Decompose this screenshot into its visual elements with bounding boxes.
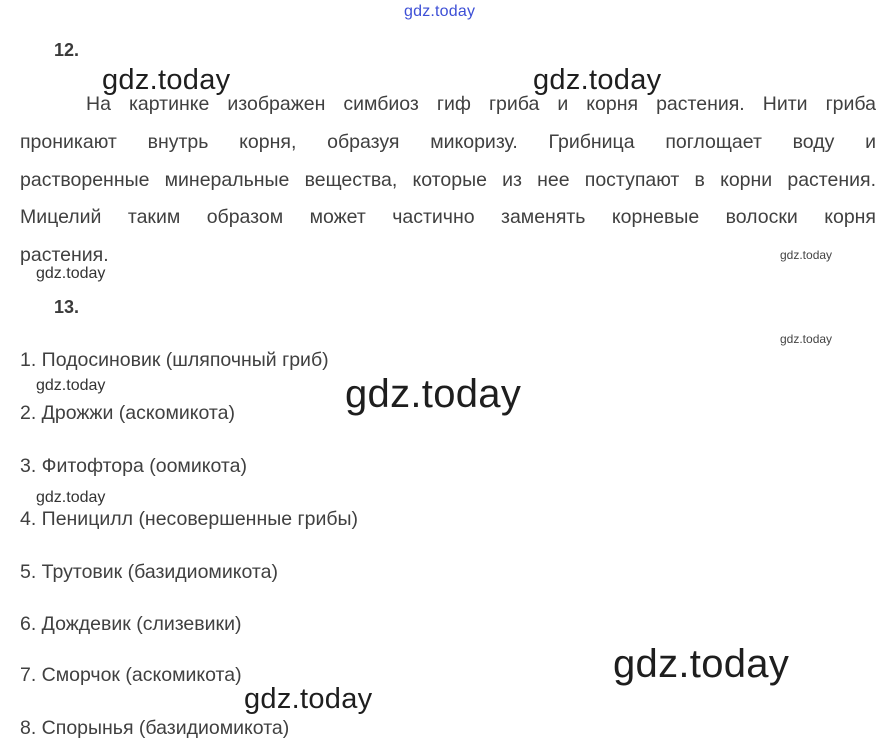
task-12-paragraph-line: Мицелий таким образом может частично заменять корневые волоски корня: [20, 206, 876, 228]
watermark-text: gdz.today: [780, 332, 833, 346]
watermark-text: gdz.today: [613, 642, 790, 686]
watermark-text: gdz.today: [244, 683, 373, 715]
list-item: 8. Спорынья (базидиомикота): [20, 717, 290, 739]
watermark-text: gdz.today: [780, 248, 833, 262]
header-watermark: gdz.today: [404, 3, 476, 20]
task-12-paragraph-line: проникают внутрь корня, образуя микоризу. Грибница поглощает воду и: [20, 131, 876, 153]
task-12-paragraph-line: растения.: [20, 244, 109, 266]
list-item: 5. Трутовик (базидиомикота): [20, 561, 278, 583]
watermark-text: gdz.today: [102, 64, 231, 96]
watermark-text: gdz.today: [36, 377, 106, 394]
task-13-number: 13.: [54, 297, 80, 317]
list-item: 7. Сморчок (аскомикота): [20, 664, 242, 686]
watermark-text: gdz.today: [36, 265, 106, 282]
task-12-paragraph-line: растворенные минеральные вещества, которые из нее поступают в корни растения.: [20, 169, 876, 191]
task-12-number: 12.: [54, 40, 80, 60]
list-item: 1. Подосиновик (шляпочный гриб): [20, 349, 329, 371]
list-item: 6. Дождевик (слизевики): [20, 613, 242, 635]
task-12-paragraph-line: На картинке изображен симбиоз гиф гриба и корня растения. Нити гриба: [86, 93, 876, 115]
watermark-text: gdz.today: [345, 372, 522, 416]
list-item: 2. Дрожжи (аскомикота): [20, 402, 235, 424]
list-item: 4. Пеницилл (несовершенные грибы): [20, 508, 359, 530]
watermark-text: gdz.today: [533, 64, 662, 96]
list-item: 3. Фитофтора (оомикота): [20, 455, 247, 477]
watermark-text: gdz.today: [36, 489, 106, 506]
